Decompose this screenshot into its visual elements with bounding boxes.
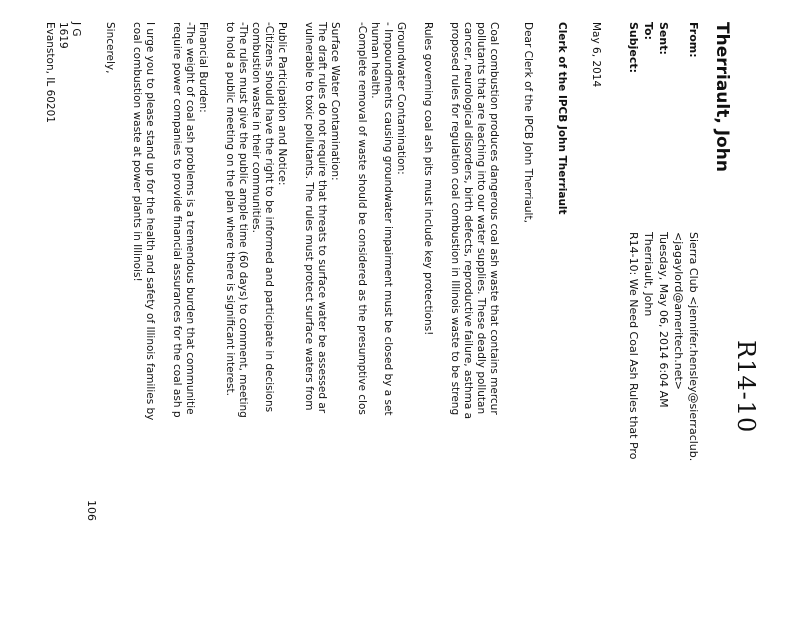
groundwater-line: -Complete removal of waste should be considered as the presumptive clos [356,22,368,415]
recipient-line: Clerk of the IPCB John Therriault [556,22,568,215]
intro-line: cancer, neurological disorders, birth defects, reproductive failure, asthma a [462,22,474,420]
closing-request-line: I urge you to please stand up for the health and safety of Illinois families by [144,22,156,421]
page-number: 106 [85,500,98,521]
participation-line: combustion waste in their communities. [250,22,262,233]
subject-label: Subject: [627,22,640,74]
signature-name: J G [70,22,82,37]
surface-line: vulnerable to toxic pollutants. The rules must protect surface waters from [303,22,315,411]
groundwater-heading: Groundwater Contamination: [395,22,407,175]
from-value: Sierra Club <jennifer.hensley@sierraclub. [687,232,700,462]
participation-line: to hold a public meeting on the plan where there is significant interest. [224,22,236,397]
intro-line: pollutants that are leaching into our water supplies. These deadly pollutan [475,22,487,415]
intro-line: Coal combustion produces dangerous coal ash waste that contains mercur [488,22,500,415]
participation-line: -The rules must give the public ample time (60 days) to comment, meeting [237,22,249,418]
financial-line: -The weight of coal ash problems is a tremendous burden that communitie [184,22,196,415]
participation-line: -Citizens should have the right to be informed and participate in decisions [263,22,275,413]
sent-label: Sent: [657,22,670,55]
surface-line: The draft rules do not require that threats to surface water be assessed ar [316,22,328,414]
intro-line: proposed rules for regulation coal combustion in Illinois waste to be streng [449,22,461,416]
letter-date: May 6, 2014 [590,22,602,88]
closing-request-line: coal combustion waste at power plants in Illinois! [131,22,143,282]
salutation: Dear Clerk of the IPCB John Therriault, [522,22,534,223]
signature-city: Evanston, IL 60201 [44,22,56,123]
docket-stamp: R14-10 [732,340,760,434]
financial-heading: Financial Burden: [197,22,209,113]
sent-value: Tuesday, May 06, 2014 6:04 AM [657,232,670,408]
sender-name: Therriault, John [712,22,732,172]
groundwater-line: - Impoundments causing groundwater impairment must be closed by a set [382,22,394,416]
signoff: Sincerely, [104,22,116,74]
to-value: Therriault, John [642,232,655,317]
financial-line: require power companies to provide financial assurances for the coal ash p [171,22,183,418]
to-label: To: [642,22,655,40]
surface-heading: Surface Water Contamination: [329,22,341,181]
from-label: From: [687,22,700,58]
groundwater-line: human health. [369,22,381,99]
protections-line: Rules governing coal ash pits must include key protections! [422,22,434,336]
signature-address: 1619 [57,22,69,49]
from-value-email: <jagaylord@ameritech.net> [672,232,685,391]
participation-heading: Public Participation and Notice: [276,22,288,186]
subject-value: R14-10: We Need Coal Ash Rules that Pro [627,232,640,460]
